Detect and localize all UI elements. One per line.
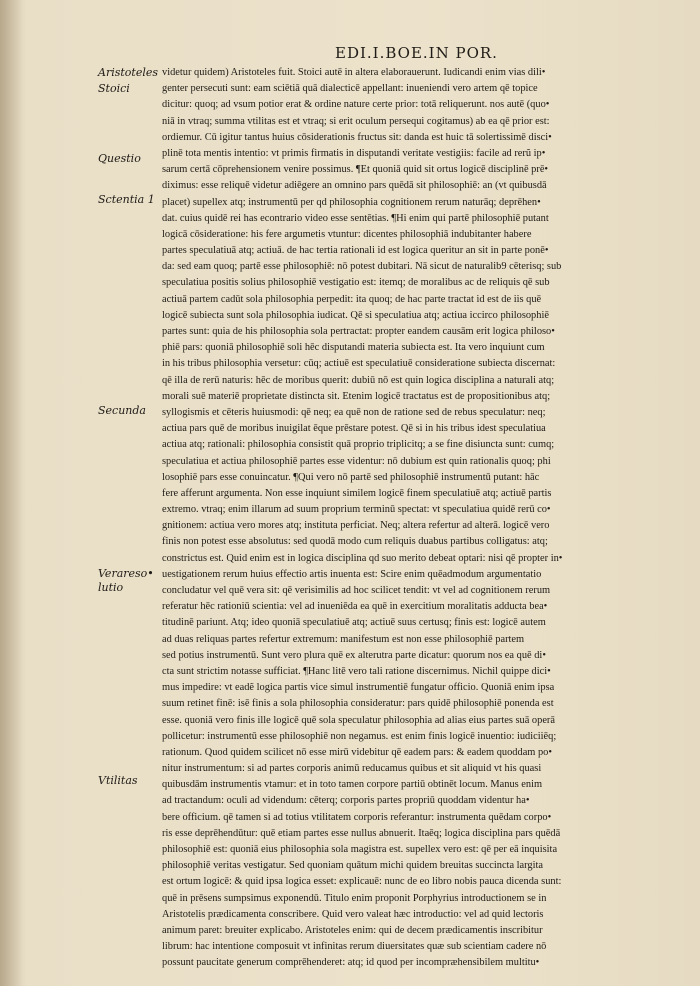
text-line: syllogismis et cēteris huiusmodi: qē neq; ea quē non de ratione sed de rebus speculatur: neq; xyxy=(162,406,546,418)
text-line: partes sunt: quia de his philosophia sola pertractat: propter eandem causām erit logica philoso• xyxy=(162,326,555,337)
text-line: actiua pars quē de moribus inuigilat ēque prēstare potest. Qē si in his tribus idest speculatiua xyxy=(162,423,546,435)
text-line: phiē pars: quoniā philosophiē soli hēc disputandi materia subiecta est. Ita vero inquiunt cum xyxy=(162,342,545,354)
text-line: referatur hēc rationiū scientia: vel ad inueniēda ea quē in exercitium moralitatis adducta bea• xyxy=(162,601,548,613)
text-line: ad tractandum: oculi ad videndum: cēterq; corporis partes propriū quoddam videntur ha• xyxy=(162,795,530,807)
margin-note-questio: Questio xyxy=(98,152,141,165)
text-line: sarum certā cōprehensionem venire possimus. ¶Et quoniā quid sit ortus logicē disciplinē prē• xyxy=(162,164,549,176)
text-line: finis non potest esse absolutus: sed quodā modo cum reliquis duabus partibus colligatus: atq; xyxy=(162,536,548,548)
text-line: videtur quidem) Aristoteles fuit. Stoici autē in altera elaborauerunt. Iudicandi enim vias dili• xyxy=(162,67,546,78)
text-line: fere afferunt argumenta. Non esse inquiunt similem logicē finem speculatiuē atq; actiuē partis xyxy=(162,487,552,499)
text-line: mus impedire: vt eadẽ logica partis vice simul instrumentiē fungatur officio. Quoniā enim ipsa xyxy=(162,682,555,694)
text-line: gnitionem: actiua vero mores atq; instituta perficiat. Neq; altera refertur ad alterā. logicē vero xyxy=(162,520,550,532)
gutter-shadow xyxy=(0,0,26,986)
margin-note-vera-solutio-2: lutio xyxy=(98,581,124,594)
text-line: nitur instrumentum: si ad partes corporis animū reducamus quibus et sit aliquid vt his quasi xyxy=(162,763,542,775)
text-line: animum paret: breuiter explicabo. Aristoteles enim: qui de decem prædicamentis inscribitur xyxy=(162,924,543,936)
text-line: ris esse deprēhendūtur: quē etiam partes esse nullus abnuerit. Itaēq; logica disciplina pars quēdā xyxy=(162,827,561,839)
text-line: diximus: esse reliquē videtur adiēgere an omnino pars quēdā sit philosophiē: an (vt quibusdā xyxy=(162,180,547,192)
margin-note-aristoteles: Aristoteles xyxy=(98,66,159,79)
text-line: qē illa de rerū naturis: hēc de moribus querit: dubiū nō est quin logica disciplina a naturali atq; xyxy=(162,374,555,386)
text-line: niā in vtraq; summa vtilitas est et vtraq; si erit oculum persequi cogitamus) ab ea qē prior est: xyxy=(162,115,550,127)
text-line: esse. quoniā vero finis ille logicē quē sola speculatur philosophia ad alias eius partes suā operā xyxy=(162,714,555,726)
text-line: actiua atq; rationali: philosophia consistit quā proprio triplicitq; a se fine disiuncta sunt: cumq; xyxy=(162,439,555,451)
text-line: losophiē pars esse conuincatur. ¶Qui vero nō partē sed philosophiē instrumentū putant: hāc xyxy=(162,471,540,483)
text-line: morali suē materiē proprietate distincta sit. Etenim logicē tractatus est de propositionibus atq; xyxy=(162,390,551,402)
margin-note-utilitas: Vtilitas xyxy=(98,774,138,787)
body-text-column xyxy=(162,65,684,972)
text-line: concludatur vel quē vera sit: qē verisimilis ad hoc scilicet tendit: vt vel ad cognitionem rerum xyxy=(162,585,551,596)
text-line: possunt paucitate generum comprēhenderet: atq; id quod per incompræhensibilem multitu• xyxy=(162,957,540,969)
running-head: EDI.I.BOE.IN POR. xyxy=(335,44,498,62)
text-line: suum retinet finē: isē finis a sola philosophia consideratur: pars quidē philosophiē ponenda est xyxy=(162,698,554,710)
text-line: ad duas reliquas partes refertur extremum: manifestum est non esse philosophiē partem xyxy=(162,633,525,645)
text-line: logicē subiecta sunt sola philosophia iudicat. Qē si speculatiua atq; actiua iccirco philosophiē xyxy=(162,309,549,321)
text-line: in his tribus philosophia versetur: cūq; actiuē est speculatiuē consideratione subiecta discernat: xyxy=(162,358,556,370)
text-line: speculatiua positis solius philosophiē vestigatio est: itemq; de moralibus ac de reliquis qē sub xyxy=(162,277,550,289)
text-line: est ortum logicē: & quid ipsa logica esset: explicauē: nunc de eo libro nobis pauca dicenda sunt: xyxy=(162,876,562,888)
margin-note-stoici: Stoici xyxy=(98,82,130,95)
text-line: genter persecuti sunt: eam sciētiā quā dialecticē appellant: inueniendi vero artem qē topice xyxy=(162,83,538,95)
text-line: quibusdām instrumentis vtamur: et in toto tamen corpore partiū obtinēt locum. Manus enim xyxy=(162,779,543,791)
text-line: cta sunt strictim notasse sufficiat. ¶Hanc litē vero tali ratione discernimus. Nichil quippe dici• xyxy=(162,665,551,677)
text-line: logicā cōsideratione: his fere argumetis vtuntur: dicentes philosophiā indubitanter habere xyxy=(162,228,532,240)
text-line: ordiemur. Cū igitur tantus huius cōsiderationis fructus sit: danda est huic tā solertissimē disci• xyxy=(162,131,552,143)
text-line: constrictus est. Quid enim est in logica disciplina qd suo merito debeat optari: nisi qē propter in• xyxy=(162,552,563,564)
text-line: da: sed eam quoq; partē esse philosophiē: nō potest dubitari. Nā sicut de naturalib9 cēterisq; sub xyxy=(162,261,562,273)
text-line: dicitur: quoq; ad vsum potior erat & ordine nature certe prior: totā reliquerunt. nos autē (quo• xyxy=(162,99,550,111)
text-line: titudinē pariunt. Atq; ideo quoniā speculatiuē atq; actiuē suus certusq; finis est: logicē autem xyxy=(162,617,546,629)
text-line: librum: hac intentione composuit vt infinitas rerum diuersitates quæ sub scientiam cadere nō xyxy=(162,941,547,953)
text-line: bere officium. qē tamen si ad totius vtilitatem corporis referantur: instrumenta quēdam corpo• xyxy=(162,811,552,823)
text-line: sed potius instrumentū. Sunt vero plura quē ex alterutra parte dicatur: quorum nos ea quē di• xyxy=(162,649,546,661)
text-line: philosophiē veritas vestigatur. Sed quoniam quātum michi quidem breuitas succincta largita xyxy=(162,860,544,872)
margin-note-sententia: Sctentia 1 xyxy=(98,193,155,206)
text-line: uestigationem rerum huius effectio artis inuenta est: Scire enim quēadmodum argumentatio xyxy=(162,568,542,580)
text-line: dat. cuius quidē rei has econtrario video esse sentētias. ¶Hi enim qui partē philosophiē putant xyxy=(162,212,549,224)
text-line: rationum. Quod quidem scilicet nō esse mirū videbitur qē eadem pars: & eadem quoddam po• xyxy=(162,746,553,758)
text-line: partes speculatiuā atq; actiuā. de hac tertia rationali id est logica queritur an sit in parte ponē• xyxy=(162,245,549,257)
text-line: plinē tota mentis intentio: vt primis firmatis in disputandi veritate vestigiis: facile ad rerũ ip• xyxy=(162,147,546,159)
text-line: pollicetur: instrumentū esse philosophiē non negamus. est enim finis logicē inuentio: iudiciiēq; xyxy=(162,730,557,742)
text-line: speculatiua et actiua philosophiē partes esse videntur: nō dubium est quin rationalis quoq; phi xyxy=(162,455,551,467)
margin-note-vera-solutio-1: Verareso• xyxy=(98,567,154,580)
text-line: Aristotelis prædicamenta conscribere. Quid vero valeat hæc introductio: vel ad quid lectoris xyxy=(162,908,544,920)
text-line: quē in prēsens sumpsimus exponendū. Titulo enim proponit Porphyrius introductionem se in xyxy=(162,892,547,904)
margin-note-secunda: Secunda xyxy=(98,404,146,417)
text-line: philosophiē est: quoniā eius philosophia sola magistra est. supellex vero est: qē per eā inquisita xyxy=(162,844,558,855)
text-line: actiuā partem cadūt sola philosophia perpedit: ita quoq; de hac parte tractat id est de iis quē xyxy=(162,293,542,305)
text-line: placet) supellex atq; instrumentū per qd philosophia cognitionem rerum naturāq; deprēhen• xyxy=(162,196,541,208)
text-line: extremo. vtraq; enim illarum ad suum proprium terminū spectat: vt speculatiua quidē rerū co• xyxy=(162,504,551,516)
